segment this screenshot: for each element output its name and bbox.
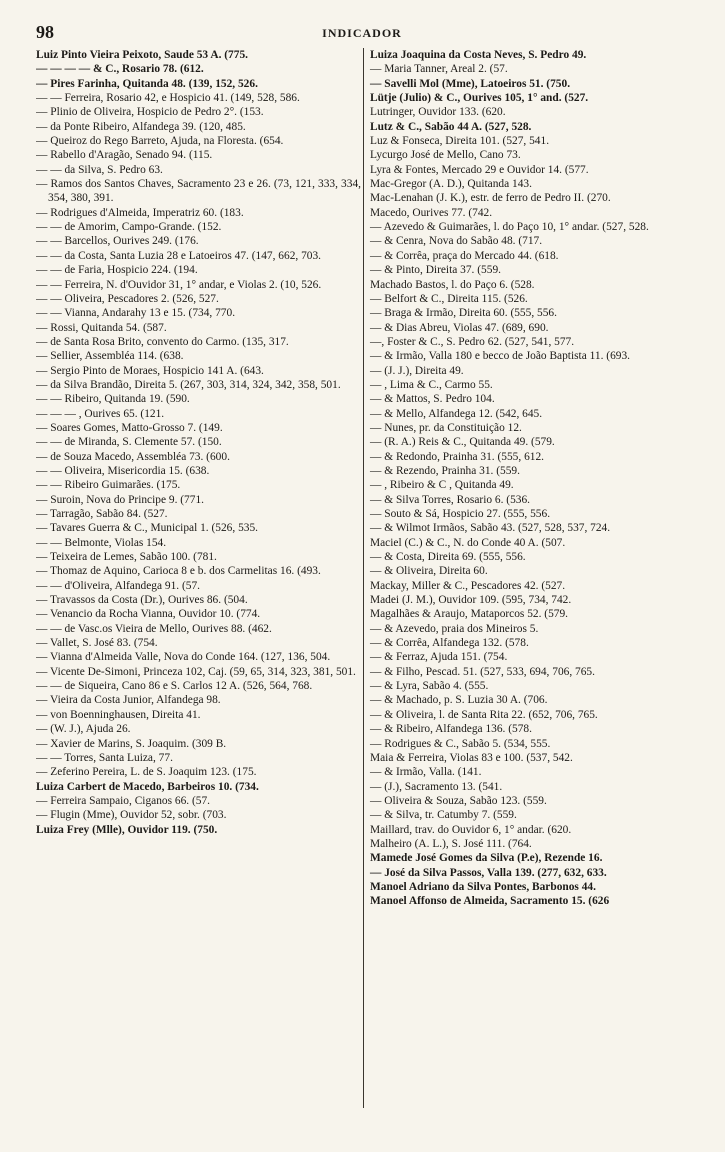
directory-entry: — Plinio de Oliveira, Hospicio de Pedro 2°. (153.	[36, 106, 264, 119]
directory-entry: — Rossi, Quitanda 54. (587.	[36, 321, 167, 334]
directory-entry: — & Irmão, Valla. (141.	[370, 766, 482, 779]
directory-entry: — & Rezendo, Prainha 31. (559.	[370, 464, 520, 477]
directory-entry: — (R. A.) Reis & C., Quitanda 49. (579.	[370, 436, 555, 449]
directory-entry: — — Ferreira, Rosario 42, e Hospicio 41. (149, 528, 586.	[36, 92, 300, 105]
right-column	[368, 48, 688, 1108]
directory-entry: — Rabello d'Aragão, Senado 94. (115.	[36, 149, 213, 162]
directory-entry: — — de Miranda, S. Clemente 57. (150.	[36, 436, 222, 449]
directory-entry: Madei (J. M.), Ouvidor 109. (595, 734, 742.	[370, 594, 572, 607]
directory-entry: Manoel Adriano da Silva Pontes, Barbonos 44.	[370, 880, 596, 893]
directory-entry: — de Souza Macedo, Assembléa 73. (600.	[36, 450, 230, 463]
directory-entry: — & Corrêa, praça do Mercado 44. (618.	[370, 249, 559, 262]
directory-entry: — , Lima & C., Carmo 55.	[370, 378, 493, 391]
directory-entry: Lycurgo José de Mello, Cano 73.	[370, 149, 521, 162]
directory-entry: — — Ferreira, N. d'Ouvidor 31, 1° andar, e Violas 2. (10, 526.	[36, 278, 322, 291]
directory-entry: Maia & Ferreira, Violas 83 e 100. (537, 542.	[370, 751, 573, 764]
directory-entry: — da Ponte Ribeiro, Alfandega 39. (120, 485.	[36, 120, 246, 133]
directory-entry: — Oliveira & Souza, Sabão 123. (559.	[370, 794, 547, 807]
directory-entry: Luiza Frey (Mlle), Ouvidor 119. (750.	[36, 823, 218, 836]
directory-entry: — & Mello, Alfandega 12. (542, 645.	[370, 407, 543, 420]
directory-entry: — — d'Oliveira, Alfandega 91. (57.	[36, 579, 201, 592]
directory-entry: Lutz & C., Sabão 44 A. (527, 528.	[370, 120, 532, 133]
directory-entry: Maciel (C.) & C., N. do Conde 40 A. (507.	[370, 536, 566, 549]
directory-entry: — Ramos dos Santos Chaves, Sacramento 23 e 26. (73, 121, 333, 334, 354, 380, 391.	[36, 178, 361, 205]
directory-entry: — & Silva Torres, Rosario 6. (536.	[370, 493, 531, 506]
directory-entry: — & Ferraz, Ajuda 151. (754.	[370, 651, 508, 664]
directory-entry: — , Ribeiro & C , Quitanda 49.	[370, 479, 514, 492]
directory-entry: — Thomaz de Aquino, Carioca 8 e b. dos Carmelitas 16. (493.	[36, 565, 321, 578]
directory-entry: — — de Vasc.os Vieira de Mello, Ourives 88. (462.	[36, 622, 272, 635]
directory-entry: Lütje (Julio) & C., Ourives 105, 1° and. (527.	[370, 92, 589, 105]
directory-entry: — Pires Farinha, Quitanda 48. (139, 152, 526.	[36, 77, 258, 90]
directory-entry: —, Foster & C., S. Pedro 62. (527, 541, 577.	[370, 335, 575, 348]
directory-entry: — Vicente De-Simoni, Princeza 102, Caj. (59, 65, 314, 323, 381, 501.	[36, 665, 356, 678]
directory-entry: — Flugin (Mme), Ouvidor 52, sobr. (703.	[36, 809, 227, 822]
directory-entry: — da Silva Brandão, Direita 5. (267, 303, 314, 324, 342, 358, 501.	[36, 378, 341, 391]
directory-entry: — de Santa Rosa Brito, convento do Carmo. (135, 317.	[36, 335, 289, 348]
directory-entry: — — Oliveira, Pescadores 2. (526, 527.	[36, 292, 219, 305]
directory-entry: — — de Faria, Hospicio 224. (194.	[36, 264, 198, 277]
directory-entry: — Travassos da Costa (Dr.), Ourives 86. (504.	[36, 594, 248, 607]
directory-entry: Luiz Pinto Vieira Peixoto, Saude 53 A. (775.	[36, 49, 248, 61]
directory-entry: — Azevedo & Guimarães, l. do Paço 10, 1° andar. (527, 528.	[370, 221, 649, 234]
directory-entry: — & Oliveira, Direita 60.	[370, 565, 488, 578]
directory-columns	[36, 48, 688, 1108]
directory-entry: — Venancio da Rocha Vianna, Ouvidor 10. (774.	[36, 608, 261, 621]
directory-entry: — Queiroz do Rego Barreto, Ajuda, na Floresta. (654.	[36, 135, 284, 148]
directory-entry: — Rodrigues d'Almeida, Imperatriz 60. (183.	[36, 206, 244, 219]
directory-entry: — Sergio Pinto de Moraes, Hospicio 141 A. (643.	[36, 364, 264, 377]
directory-entry: — Belfort & C., Direita 115. (526.	[370, 292, 528, 305]
directory-entry: — Suroin, Nova do Principe 9. (771.	[36, 493, 204, 506]
directory-entry: — & Corrêa, Alfandega 132. (578.	[370, 637, 529, 650]
directory-entry: — & Cenra, Nova do Sabão 48. (717.	[370, 235, 543, 248]
directory-entry: Mamede José Gomes da Silva (P.e), Rezende 16.	[370, 852, 603, 865]
directory-entry: — von Boenninghausen, Direita 41.	[36, 708, 201, 721]
running-title: INDICADOR	[322, 26, 402, 40]
directory-entry: — (J.), Sacramento 13. (541.	[370, 780, 503, 793]
directory-entry: — Tavares Guerra & C., Municipal 1. (526, 535.	[36, 522, 259, 535]
directory-entry: — Ferreira Sampaio, Ciganos 66. (57.	[36, 794, 210, 807]
directory-entry: Manoel Affonso de Almeida, Sacramento 15. (626	[370, 895, 610, 908]
directory-entry: Magalhães & Araujo, Mataporcos 52. (579.	[370, 608, 569, 621]
directory-entry: — Zeferino Pereira, L. de S. Joaquim 123. (175.	[36, 766, 257, 779]
left-column	[36, 48, 364, 1108]
directory-entry: Macedo, Ourives 77. (742.	[370, 206, 493, 219]
directory-entry: — Souto & Sá, Hospicio 27. (555, 556.	[370, 508, 551, 520]
directory-entry: — — Ribeiro Guimarães. (175.	[36, 479, 181, 492]
directory-entry: — & Silva, tr. Catumby 7. (559.	[370, 809, 517, 822]
directory-entry: — & Irmão, Valla 180 e becco de João Baptista 11. (693.	[370, 350, 631, 363]
directory-entry: — & Ribeiro, Alfandega 136. (578.	[370, 723, 532, 736]
directory-entry: — & Costa, Direita 69. (555, 556.	[370, 551, 526, 564]
directory-entry: — & Azevedo, praia dos Mineiros 5.	[370, 622, 539, 635]
directory-entry: Mac-Lenahan (J. K.), estr. de ferro de Pedro II. (270.	[370, 192, 611, 205]
directory-entry: — Xavier de Marins, S. Joaquim. (309 B.	[36, 737, 227, 750]
directory-entry: — Vieira da Costa Junior, Alfandega 98.	[36, 694, 221, 707]
directory-entry: — & Filho, Pescad. 51. (527, 533, 694, 706, 765.	[370, 665, 595, 678]
directory-entry: — José da Silva Passos, Valla 139. (277, 632, 633.	[370, 866, 607, 879]
directory-entry: — Teixeira de Lemes, Sabão 100. (781.	[36, 551, 217, 564]
directory-entry: Mackay, Miller & C., Pescadores 42. (527.	[370, 579, 566, 592]
directory-entry: — (J. J.), Direita 49.	[370, 364, 464, 377]
directory-entry: — (W. J.), Ajuda 26.	[36, 723, 131, 736]
directory-entry: — Maria Tanner, Areal 2. (57.	[370, 63, 508, 76]
directory-entry: Malheiro (A. L.), S. José 111. (764.	[370, 837, 532, 850]
directory-entry: Luz & Fonseca, Direita 101. (527, 541.	[370, 135, 550, 148]
directory-entry: — Vallet, S. José 83. (754.	[36, 637, 158, 650]
directory-entry: Luiza Carbert de Macedo, Barbeiros 10. (734.	[36, 780, 259, 793]
directory-entry: — — Ribeiro, Quitanda 19. (590.	[36, 393, 190, 406]
directory-entry: — — da Costa, Santa Luzia 28 e Latoeiros 47. (147, 662, 703.	[36, 249, 322, 262]
directory-entry: — & Pinto, Direita 37. (559.	[370, 264, 501, 277]
directory-entry: Lyra & Fontes, Mercado 29 e Ouvidor 14. (577.	[370, 163, 589, 176]
directory-entry: — — Vianna, Andarahy 13 e 15. (734, 770.	[36, 307, 236, 320]
directory-entry: — Braga & Irmão, Direita 60. (555, 556.	[370, 307, 557, 320]
directory-entry: — Vianna d'Almeida Valle, Nova do Conde 164. (127, 136, 504.	[36, 651, 331, 664]
directory-entry: — Nunes, pr. da Constituição 12.	[370, 421, 522, 434]
page-header	[36, 22, 688, 44]
directory-entry: Maillard, trav. do Ouvidor 6, 1° andar. (620.	[370, 823, 572, 836]
directory-entry: — & Lyra, Sabão 4. (555.	[370, 680, 489, 693]
directory-entry: Machado Bastos, l. do Paço 6. (528.	[370, 278, 535, 291]
directory-entry: — Soares Gomes, Matto-Grosso 7. (149.	[36, 421, 223, 434]
directory-entry: — — de Amorim, Campo-Grande. (152.	[36, 221, 222, 234]
directory-entry: — Rodrigues & C., Sabão 5. (534, 555.	[370, 737, 551, 750]
page-number: 98	[36, 22, 54, 42]
directory-entry: — & Machado, p. S. Luzia 30 A. (706.	[370, 694, 548, 707]
directory-entry: — — Torres, Santa Luiza, 77.	[36, 751, 173, 764]
directory-entry: — & Dias Abreu, Violas 47. (689, 690.	[370, 321, 549, 334]
directory-entry: — & Redondo, Prainha 31. (555, 612.	[370, 450, 545, 463]
directory-entry: — Sellier, Assembléa 114. (638.	[36, 350, 184, 363]
directory-entry: — & Mattos, S. Pedro 104.	[370, 393, 495, 406]
directory-entry: — — — — & C., Rosario 78. (612.	[36, 63, 204, 76]
directory-entry: Luiza Joaquina da Costa Neves, S. Pedro 49.	[370, 49, 587, 61]
directory-entry: — & Wilmot Irmãos, Sabão 43. (527, 528, 537, 724.	[370, 522, 611, 535]
directory-entry: — — — , Ourives 65. (121.	[36, 407, 165, 420]
directory-entry: — — de Siqueira, Cano 86 e S. Carlos 12 A. (526, 564, 768.	[36, 680, 313, 693]
directory-entry: — — Belmonte, Violas 154.	[36, 536, 167, 549]
directory-entry: — Tarragão, Sabão 84. (527.	[36, 508, 168, 520]
directory-entry: Mac-Gregor (A. D.), Quitanda 143.	[370, 178, 532, 191]
directory-entry: Lutringer, Ouvidor 133. (620.	[370, 106, 506, 119]
directory-entry: — — Barcellos, Ourives 249. (176.	[36, 235, 199, 248]
directory-entry: — — da Silva, S. Pedro 63.	[36, 163, 163, 176]
directory-entry: — Savelli Mol (Mme), Latoeiros 51. (750.	[370, 77, 571, 90]
directory-entry: — — Oliveira, Misericordia 15. (638.	[36, 464, 210, 477]
directory-entry: — & Oliveira, l. de Santa Rita 22. (652, 706, 765.	[370, 708, 598, 721]
